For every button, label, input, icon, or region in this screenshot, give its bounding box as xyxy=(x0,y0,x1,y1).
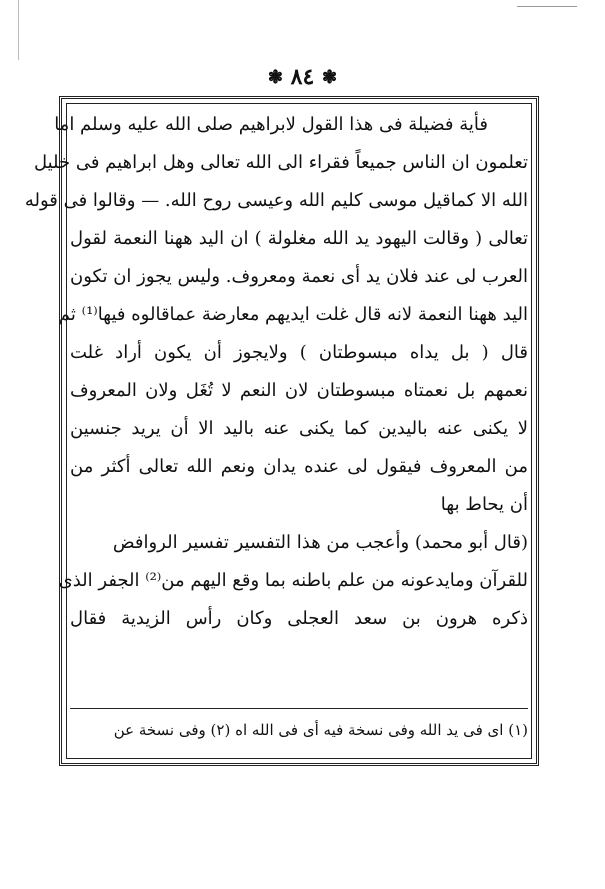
text-line: الله الا كماقيل موسى كليم الله وعيسى روح الله. — وقالوا فى قوله xyxy=(24,190,528,211)
text-line: (قال أبو محمد) وأعجب من هذا التفسير تفسير الروافض xyxy=(112,532,528,553)
footnote-separator xyxy=(70,708,528,709)
ornament-icon: ❃ xyxy=(321,67,338,88)
body-text xyxy=(24,106,528,638)
footnote: (١) اى فى يد الله وفى نسخة فيه أى فى الله اه (٢) وفى نسخة عن xyxy=(113,721,528,739)
scan-edge-mark xyxy=(18,0,19,60)
text-line: نعمهم بل نعمتاه مبسوطتان لان النعم لا تُغَل ولان المعروف xyxy=(70,380,528,401)
text-line: اليد ههنا النعمة لانه قال غلت ايديهم معارضة عماقالوه فيها⁽¹⁾ ثم xyxy=(58,304,528,325)
text-line: للقرآن ومايدعونه من علم باطنه بما وقع اليهم من⁽²⁾ الجفر الذى xyxy=(58,570,528,591)
ornament-icon: ❃ xyxy=(267,67,283,88)
page-number-header xyxy=(0,64,605,91)
scan-edge-mark xyxy=(517,6,577,7)
text-line: لا يكنى عنه باليدين كما يكنى عنه باليد الا أن يريد جنسين xyxy=(70,418,528,439)
text-line: تعلمون ان الناس جميعاً فقراء الى الله تعالى وهل ابراهيم فى خليل xyxy=(33,152,528,173)
text-line: تعالى ( وقالت اليهود يد الله مغلولة ) ان اليد ههنا النعمة لقول xyxy=(70,228,528,249)
text-line: قال ( بل يداه مبسوطتان ) ولايجوز أن يكون أراد غلت xyxy=(70,342,528,363)
text-line: أن يحاط بها xyxy=(440,494,528,515)
text-line: ذكره هرون بن سعد العجلى وكان رأس الزيدية فقال xyxy=(70,608,528,629)
text-line: العرب لى عند فلان يد أى نعمة ومعروف. وليس يجوز ان تكون xyxy=(70,266,528,287)
page-number: ٨٤ xyxy=(290,64,315,90)
text-line: من المعروف فيقول لى عنده يدان ونعم الله تعالى أكثر من xyxy=(70,456,528,477)
text-line: فأية فضيلة فى هذا القول لابراهيم صلى الله عليه وسلم اما xyxy=(54,114,488,135)
